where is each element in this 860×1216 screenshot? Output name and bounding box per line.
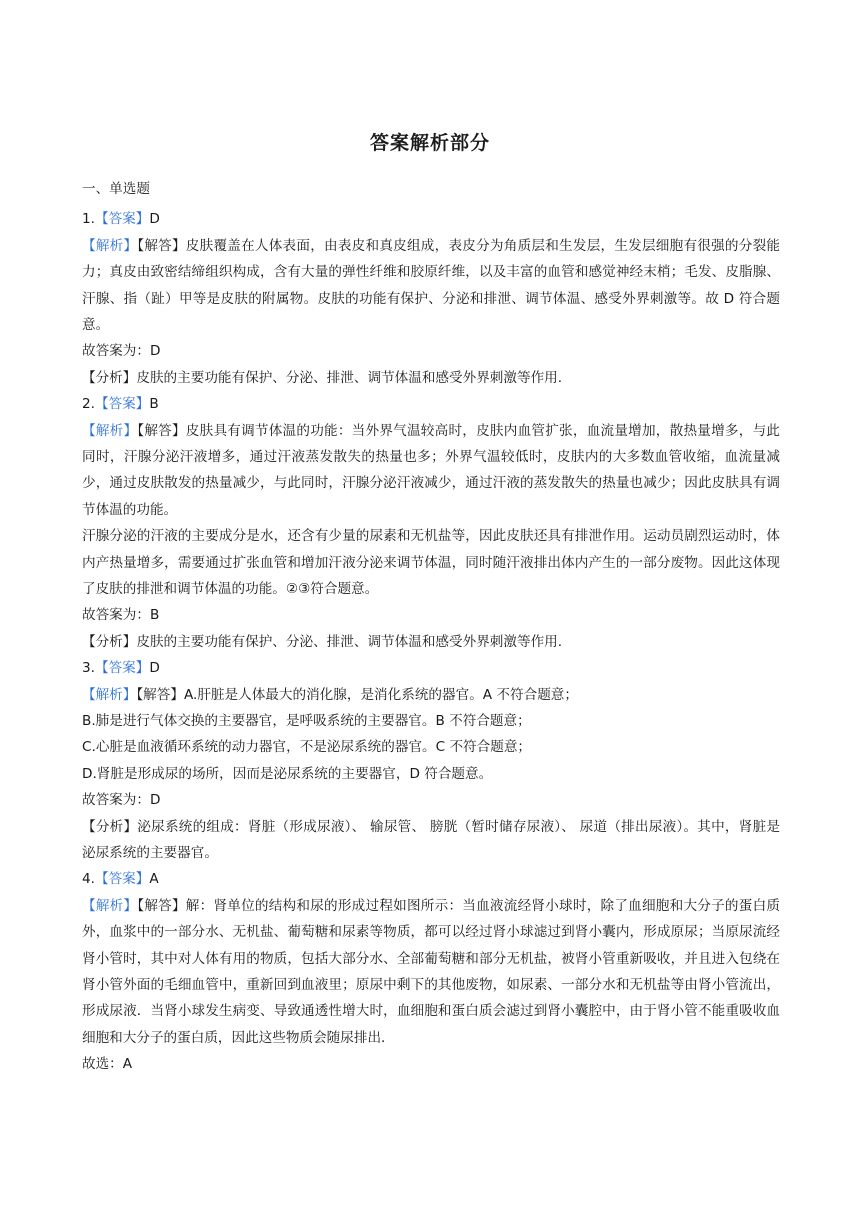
option-line: C.心脏是血液循环系统的动力器官，不是泌尿系统的器官。C 不符合题意； [82,739,532,756]
analysis-paragraph-2: 汗腺分泌的汗液的主要成分是水，还含有少量的尿素和无机盐等，因此皮肤还具有排泄作用。运动员剧烈运动时，体内产热量增多，需要通过扩张血管和增加汗液分泌来调节体温，同时随汗液排出体内产生的一部分废物。因此这体现了皮肤的排泄和调节体温的功能。②③符合题意。 [82,528,780,598]
analysis-paragraph [82,893,780,1051]
answer-value: D [149,660,160,677]
summary-line: 【分析】皮肤的主要功能有保护、分泌、排泄、调节体温和感受外界刺激等作用. [82,633,563,650]
option-line: B.肺是进行气体交换的主要器官，是呼吸系统的主要器官。B 不符合题意； [82,713,531,730]
answer-value: A [149,871,159,888]
answer-value: B [149,396,159,413]
summary-line: 【分析】皮肤的主要功能有保护、分泌、排泄、调节体温和感受外界刺激等作用. [82,369,563,386]
answer-tag: 【答案】 [94,211,150,228]
answer-tag: 【答案】 [94,660,150,677]
option-line: D.肾脏是形成尿的场所，因而是泌尿系统的主要器官，D 符合题意。 [82,765,493,782]
conclusion-line: 故答案为：D [82,343,161,360]
question-number: 4. [82,871,95,888]
analysis-paragraph [82,233,780,339]
analysis-text: 【解答】解：肾单位的结构和尿的形成过程如图所示：当血液流经肾小球时，除了血细胞和大分子的蛋白质外，血浆中的一部分水、无机盐、葡萄糖和尿素等物质，都可以经过肾小球滤过到肾小囊内，形成原尿；当原尿流经肾小管时，其中对人体有用的物质，包括大部分水、全部葡萄糖和部分无机盐，被肾小管重新吸收，并且进入包绕在肾小管外面的毛细血管中，重新回到血液里；原尿中剩下的其他废物，如尿素、一部分水和无机盐等由肾小管流出，形成尿液．当肾小球发生病变、导致通透性增大时，血细胞和蛋白质会滤过到肾小囊腔中，由于肾小管不能重吸收血细胞和大分子的蛋白质，因此这些物质会随尿排出． [82,897,780,1046]
conclusion-line: 故答案为：D [82,792,161,809]
analysis-text: 【解答】皮肤覆盖在人体表面，由表皮和真皮组成，表皮分为角质层和生发层，生发层细胞有很强的分裂能力；真皮由致密结缔组织构成，含有大量的弹性纤维和胶原纤维，以及丰富的血管和感觉神经末梢；毛发、皮脂腺、汗腺、指（趾）甲等是皮肤的附属物。皮肤的功能有保护、分泌和排泄、调节体温、感受外界刺激等。故 D 符合题意。 [82,237,780,333]
question-item-2 [82,391,780,655]
analysis-tag: 【解析】 [82,422,138,439]
analysis-tag: 【解析】 [82,237,138,254]
question-item-3 [82,655,780,866]
page-title: 答案解析部分 [369,132,490,154]
question-number: 2. [82,396,95,413]
analysis-tag: 【解析】 [82,686,137,703]
document-body [82,176,780,1078]
answer-value: D [149,211,160,228]
analysis-text: 【解答】A.肝脏是人体最大的消化腺，是消化系统的器官。A 不符合题意； [136,686,578,703]
answer-line [82,391,780,417]
answer-line [82,206,780,232]
section-heading: 一、单选题 [82,181,150,197]
analysis-paragraph [82,682,780,708]
answer-tag: 【答案】 [94,871,150,888]
answer-line [82,866,780,892]
answer-tag: 【答案】 [94,396,150,413]
question-number: 3. [82,660,95,677]
question-item-4 [82,866,780,1077]
analysis-text: 【解答】皮肤具有调节体温的功能：当外界气温较高时，皮肤内血管扩张，血流量增加，散热量增多，与此同时，汗腺分泌汗液增多，通过汗液蒸发散失的热量也多；外界气温较低时，皮肤内的大多数血管收缩，血流量减少，通过皮肤散发的热量减少，与此同时，汗腺分泌汗液减少，通过汗液的蒸发散失的热量也减少；因此皮肤具有调节体温的功能。 [82,422,780,518]
question-number: 1. [82,211,95,228]
summary-line: 【分析】泌尿系统的组成：肾脏（形成尿液）、 输尿管、 膀胱（暂时储存尿液）、 尿道（排出尿液）。其中，肾脏是泌尿系统的主要器官。 [82,818,780,861]
analysis-tag: 【解析】 [82,897,138,914]
analysis-paragraph [82,418,780,524]
question-item-1 [82,206,780,391]
answer-line [82,655,780,681]
conclusion-line: 故答案为：B [82,607,160,624]
conclusion-line: 故选：A [82,1056,133,1073]
